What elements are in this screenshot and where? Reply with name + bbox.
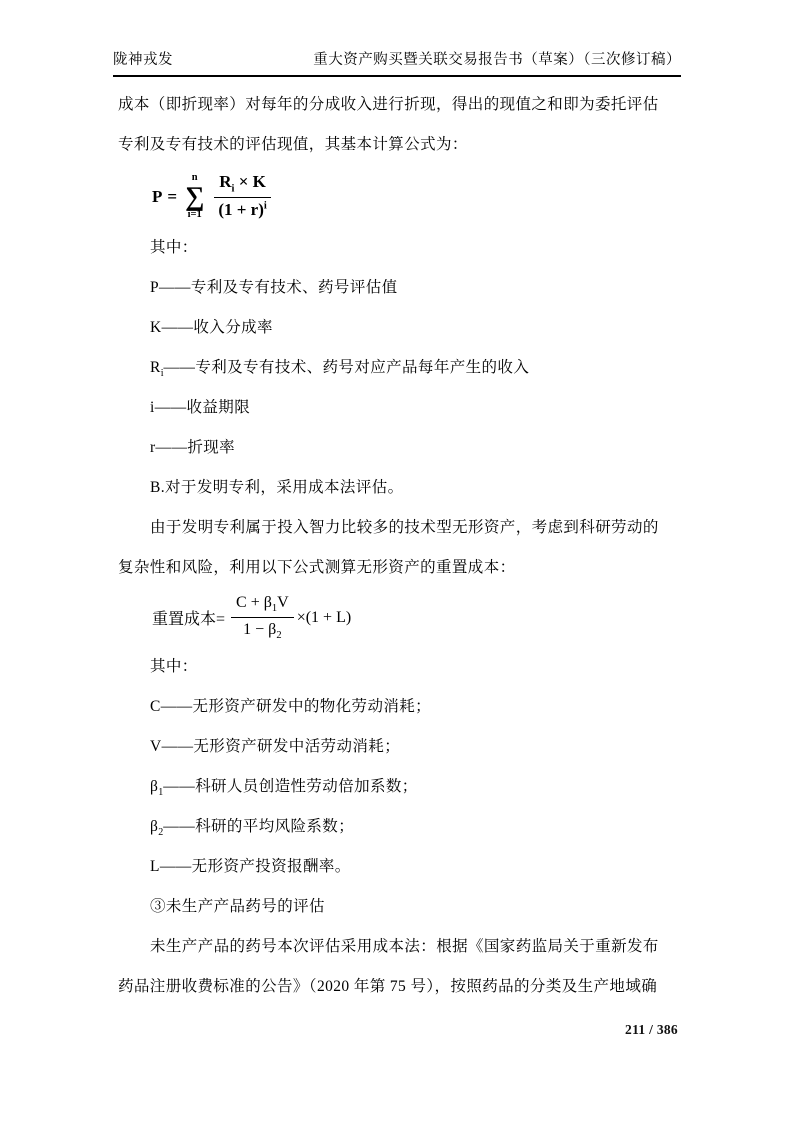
body-line: C——无形资产研发中的物化劳动消耗；: [150, 698, 432, 715]
body-line: 未生产产品的药号本次评估采用成本法：根据《国家药监局关于重新发布: [150, 938, 659, 955]
page-header: [113, 48, 681, 77]
body-line: 药品注册收费标准的公告》（2020 年第 75 号），按照药品的分类及生产地域确: [118, 978, 658, 995]
header-document-title: 重大资产购买暨关联交易报告书（草案）（三次修订稿）: [313, 52, 681, 68]
formula1-denominator: $(1 + r)^i$: [218, 200, 267, 220]
body-line: P——专利及专有技术、药号评估值: [150, 279, 398, 296]
body-line: 复杂性和风险，利用以下公式测算无形资产的重置成本：: [118, 559, 516, 576]
formula1-lhs: P: [152, 186, 163, 206]
sigma-icon: ∑: [185, 180, 205, 211]
body-line: $\beta_2——$科研的平均风险系数；: [150, 818, 355, 839]
body-line: L——无形资产投资报酬率。: [150, 858, 351, 875]
paragraph-block-1: [118, 85, 680, 165]
formula1-numerator: $R_i \times K$: [214, 171, 271, 199]
sum-upper-limit: n: [191, 172, 198, 184]
formula1-equals: =: [167, 186, 178, 206]
formula-income-approach: [118, 165, 680, 228]
paragraph-block-3: [118, 647, 680, 1007]
body-line: $R_i——$专利及专有技术、药号对应产品每年产生的收入: [150, 359, 530, 380]
page-number: 211 / 386: [625, 1022, 678, 1037]
formula2-rhs: ×(1 + L): [296, 608, 352, 626]
summation-symbol: [185, 172, 204, 221]
body-line: i——收益期限: [150, 399, 251, 416]
formula2-lhs: 重置成本=: [152, 611, 226, 628]
sum-lower-limit: i=1: [187, 209, 202, 221]
body-line: 专利及专有技术的评估现值，其基本计算公式为：: [118, 136, 468, 153]
body-line: 其中：: [150, 658, 198, 675]
body-line: B.对于发明专利，采用成本法评估。: [150, 479, 404, 496]
body-line: $\beta_1——$科研人员创造性劳动倍加系数；: [150, 778, 418, 799]
formula1-fraction: [213, 171, 271, 223]
body-line: ③未生产产品药号的评估: [150, 898, 325, 915]
formula2-numerator: $C + \beta_1V$: [231, 592, 294, 618]
document-body: [118, 85, 680, 1007]
header-company-name: 陇神戎发: [113, 52, 173, 68]
body-line: 由于发明专利属于投入智力比较多的技术型无形资产，考虑到科研劳动的: [150, 519, 659, 536]
body-line: 其中：: [150, 239, 198, 256]
body-line: V——无形资产研发中活劳动消耗；: [150, 738, 401, 755]
formula2-fraction: [231, 592, 294, 644]
paragraph-block-2: [118, 228, 680, 588]
formula-replacement-cost: [118, 588, 680, 647]
body-line: r——折现率: [150, 439, 236, 456]
body-line: 成本（即折现率）对每年的分成收入进行折现，得出的现值之和即为委托评估: [118, 96, 659, 113]
body-line: K——收入分成率: [150, 319, 273, 336]
formula2-denominator: $1 - \beta_2$: [243, 621, 282, 642]
